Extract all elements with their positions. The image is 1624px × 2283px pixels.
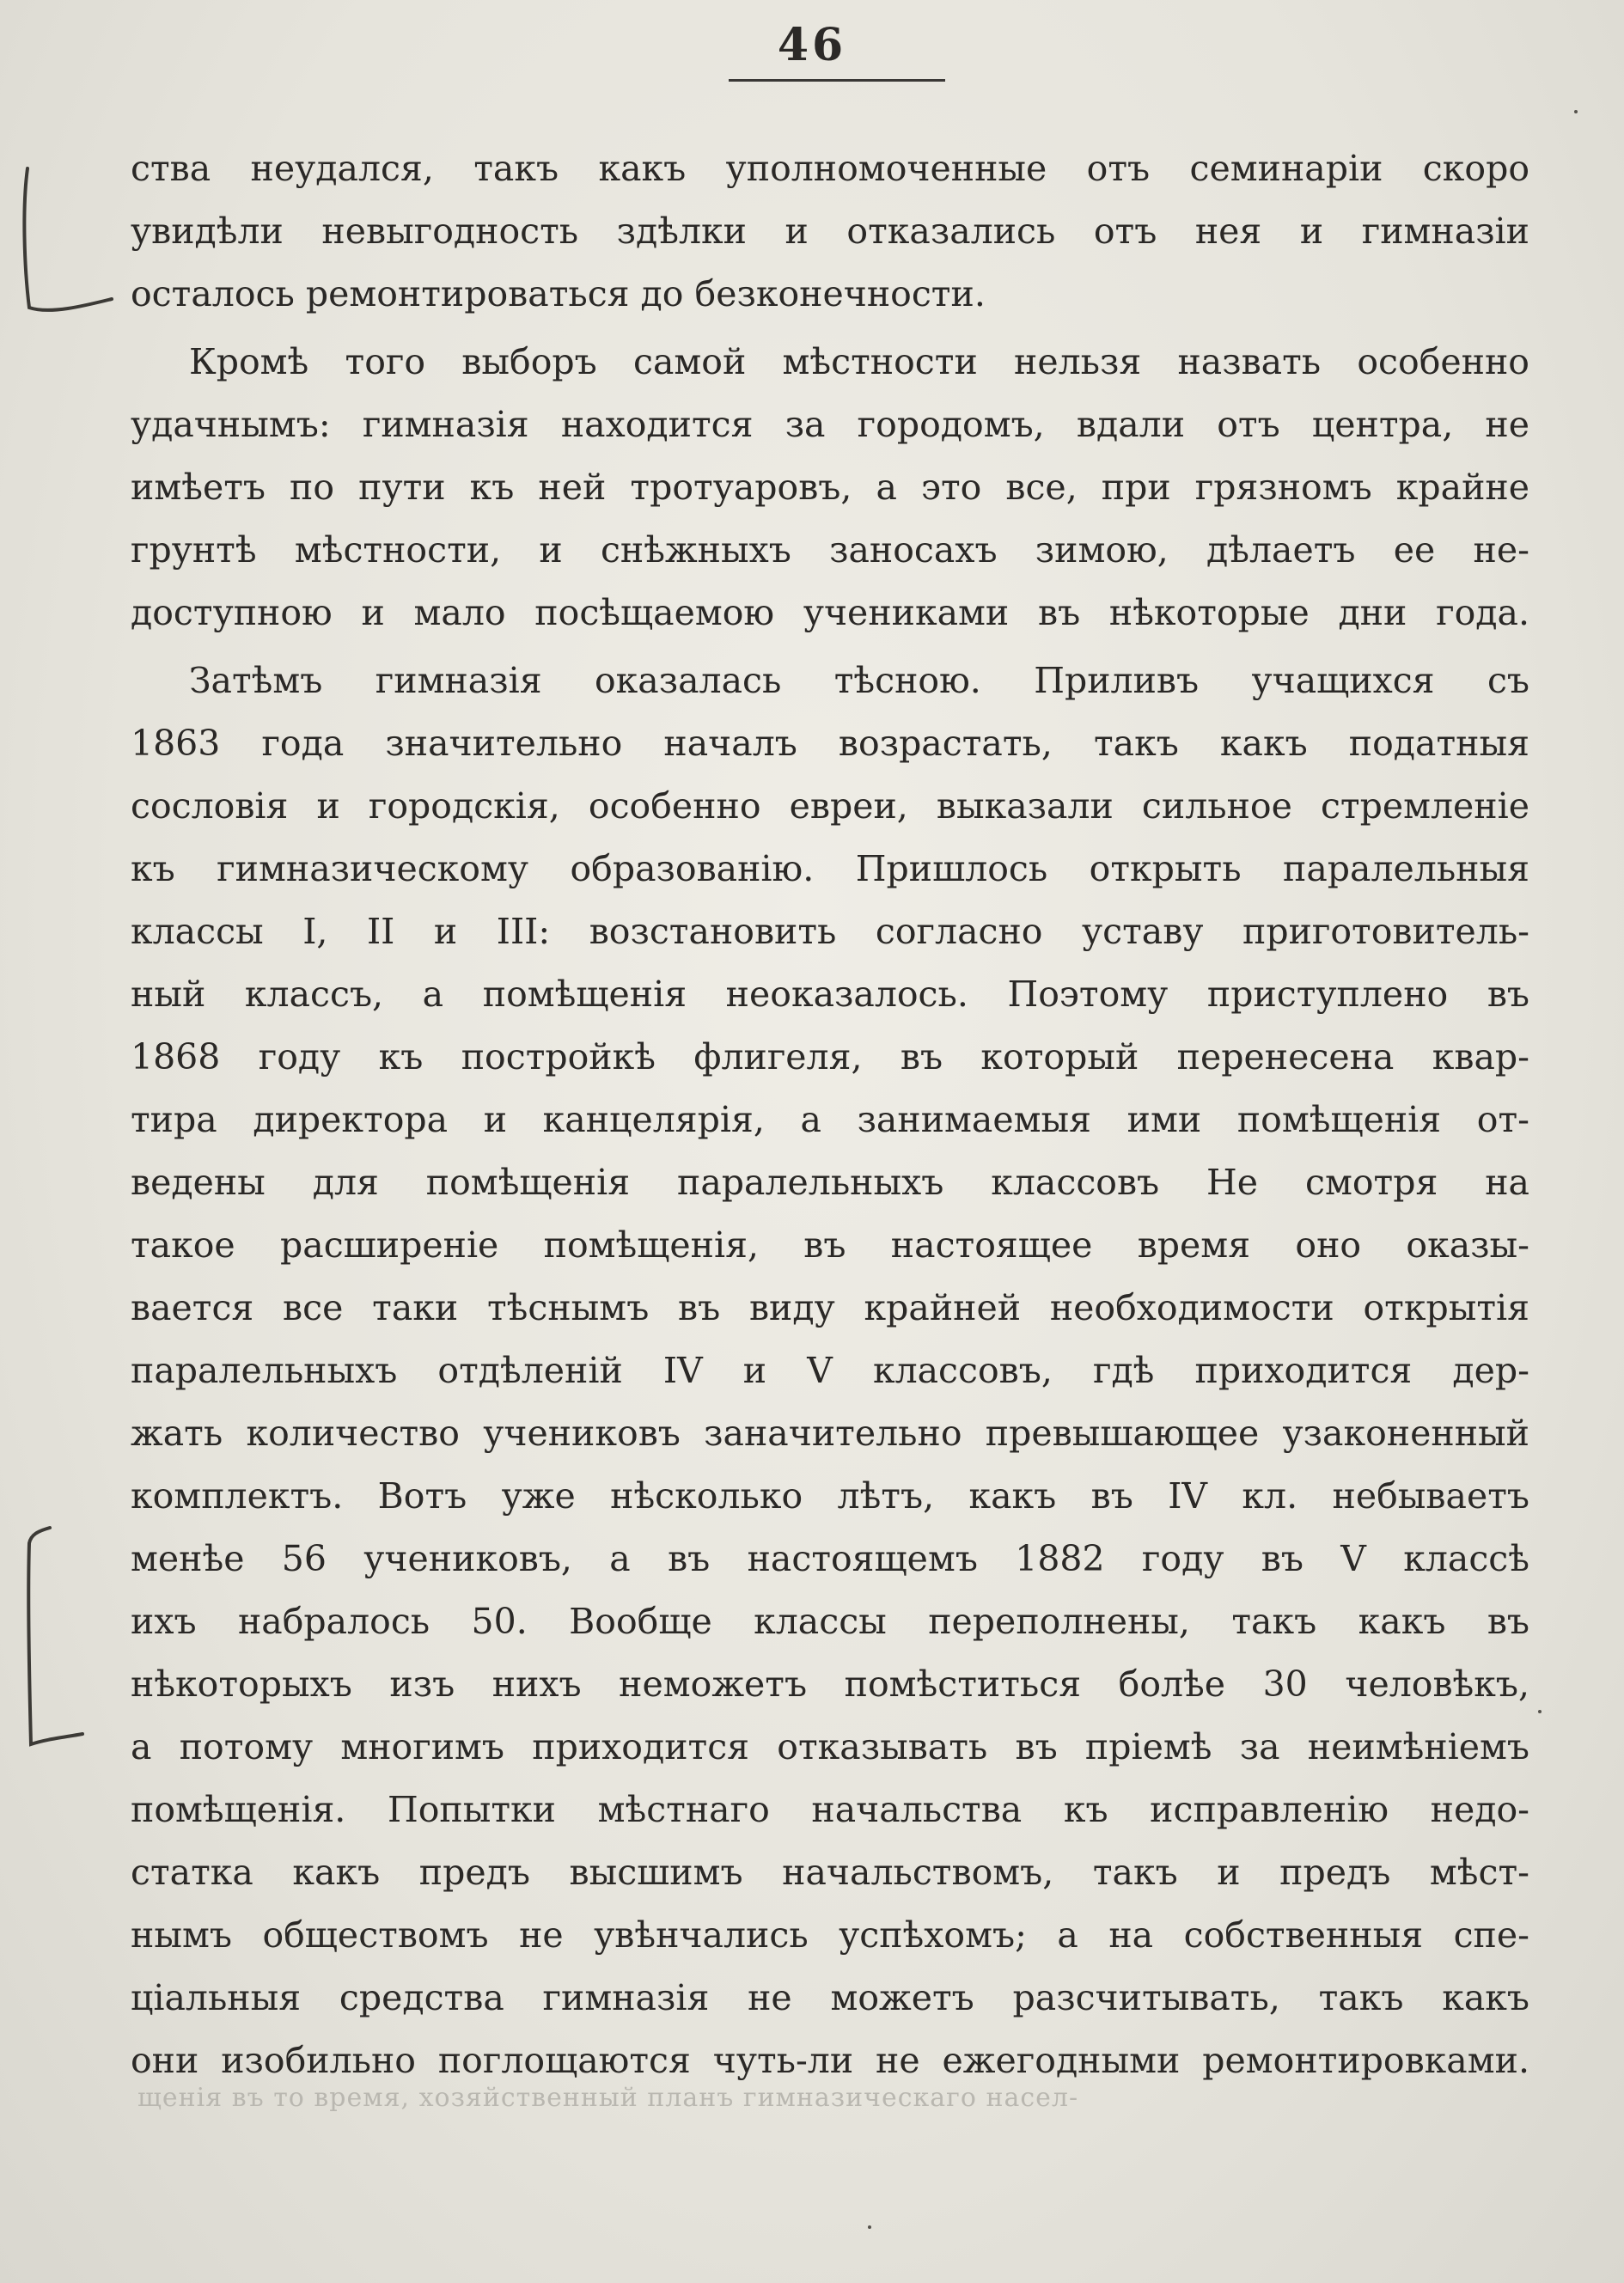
paper-speck xyxy=(1538,1710,1542,1713)
text-line: Затѣмъ гимназія оказалась тѣсною. Приливъ учащихся съ xyxy=(189,660,1529,701)
text-line: сословія и городскія, особенно евреи, выказали сильное стремленіе xyxy=(131,785,1529,827)
text-line: они изобильно поглощаются чуть-ли не ежегодными ремонтировками. xyxy=(131,2040,1529,2081)
text-line: тира директора и канцелярія, а занимаемыя ими помѣщенія от- xyxy=(131,1099,1529,1140)
text-line: паралельныхъ отдѣленій IV и V классовъ, гдѣ приходится дер- xyxy=(131,1350,1529,1391)
text-line: ства неудался, такъ какъ уполномоченные отъ семинаріи скоро xyxy=(131,148,1529,189)
page-number: 46 xyxy=(777,19,847,71)
text-line: вается все таки тѣснымъ въ виду крайней необходимости открытія xyxy=(131,1287,1529,1328)
text-line: нѣкоторыхъ изъ нихъ неможетъ помѣститься болѣе 30 человѣкъ, xyxy=(131,1663,1529,1705)
text-line: нымъ обществомъ не увѣнчались успѣхомъ; а на собственныя спе- xyxy=(131,1914,1529,1956)
bleed-through-text: щенія въ то время, хозяйственный планъ гимназическаго насел- xyxy=(137,2083,1079,2113)
text-line: комплектъ. Вотъ уже нѣсколько лѣтъ, какъ въ IV кл. небываетъ xyxy=(131,1475,1529,1517)
pencil-margin-bracket-bottom-icon xyxy=(12,1523,89,1755)
text-line: помѣщенія. Попытки мѣстнаго начальства къ исправленію недо- xyxy=(131,1789,1529,1830)
text-line: къ гимназическому образованію. Пришлось открыть паралельныя xyxy=(131,848,1529,889)
text-line: ведены для помѣщенія паралельныхъ классовъ Не смотря на xyxy=(131,1162,1529,1203)
text-line: а потому многимъ приходится отказывать въ пріемѣ за неимѣніемъ xyxy=(131,1726,1529,1767)
page-number-rule xyxy=(729,79,945,82)
text-line: 1863 года значительно началъ возрастать, такъ какъ податныя xyxy=(131,723,1529,764)
text-line: увидѣли невыгодность здѣлки и отказались отъ нея и гимназіи xyxy=(131,211,1529,252)
paragraph-2 xyxy=(131,331,1529,644)
text-line: имѣетъ по пути къ ней тротуаровъ, а это все, при грязномъ крайне xyxy=(131,467,1529,508)
text-line: ный классъ, а помѣщенія неоказалось. Поэтому приступлено въ xyxy=(131,974,1529,1015)
paragraph-3 xyxy=(131,650,1529,2092)
text-line: ихъ набралось 50. Вообще классы переполнены, такъ какъ въ xyxy=(131,1601,1529,1642)
text-line: грунтѣ мѣстности, и снѣжныхъ заносахъ зимою, дѣлаетъ ее не- xyxy=(131,529,1529,571)
text-line: Кромѣ того выборъ самой мѣстности нельзя назвать особенно xyxy=(189,341,1529,382)
text-line: менѣе 56 учениковъ, а въ настоящемъ 1882 году въ V классѣ xyxy=(131,1538,1529,1579)
text-line: ціальныя средства гимназія не можетъ разсчитывать, такъ какъ xyxy=(131,1977,1529,2018)
paper-speck xyxy=(868,2225,871,2229)
paper-speck xyxy=(1574,110,1578,113)
text-line: классы I, II и III: возстановить согласно уставу приготовитель- xyxy=(131,911,1529,952)
text-line: доступною и мало посѣщаемою учениками въ нѣкоторые дни года. xyxy=(131,592,1529,633)
text-line: такое расширеніе помѣщенія, въ настоящее время оно оказы- xyxy=(131,1224,1529,1266)
pencil-margin-bracket-top-icon xyxy=(15,155,119,327)
text-line: удачнымъ: гимназія находится за городомъ, вдали отъ центра, не xyxy=(131,404,1529,445)
text-line: статка какъ предъ высшимъ начальствомъ, такъ и предъ мѣст- xyxy=(131,1852,1529,1893)
paragraph-1 xyxy=(131,137,1529,326)
body-text xyxy=(131,137,1529,2097)
text-line: 1868 году къ постройкѣ флигеля, въ который перенесена квар- xyxy=(131,1036,1529,1077)
text-line: осталось ремонтироваться до безконечности. xyxy=(131,273,986,314)
text-line: жать количество учениковъ заначительно превышающее узаконенный xyxy=(131,1413,1529,1454)
